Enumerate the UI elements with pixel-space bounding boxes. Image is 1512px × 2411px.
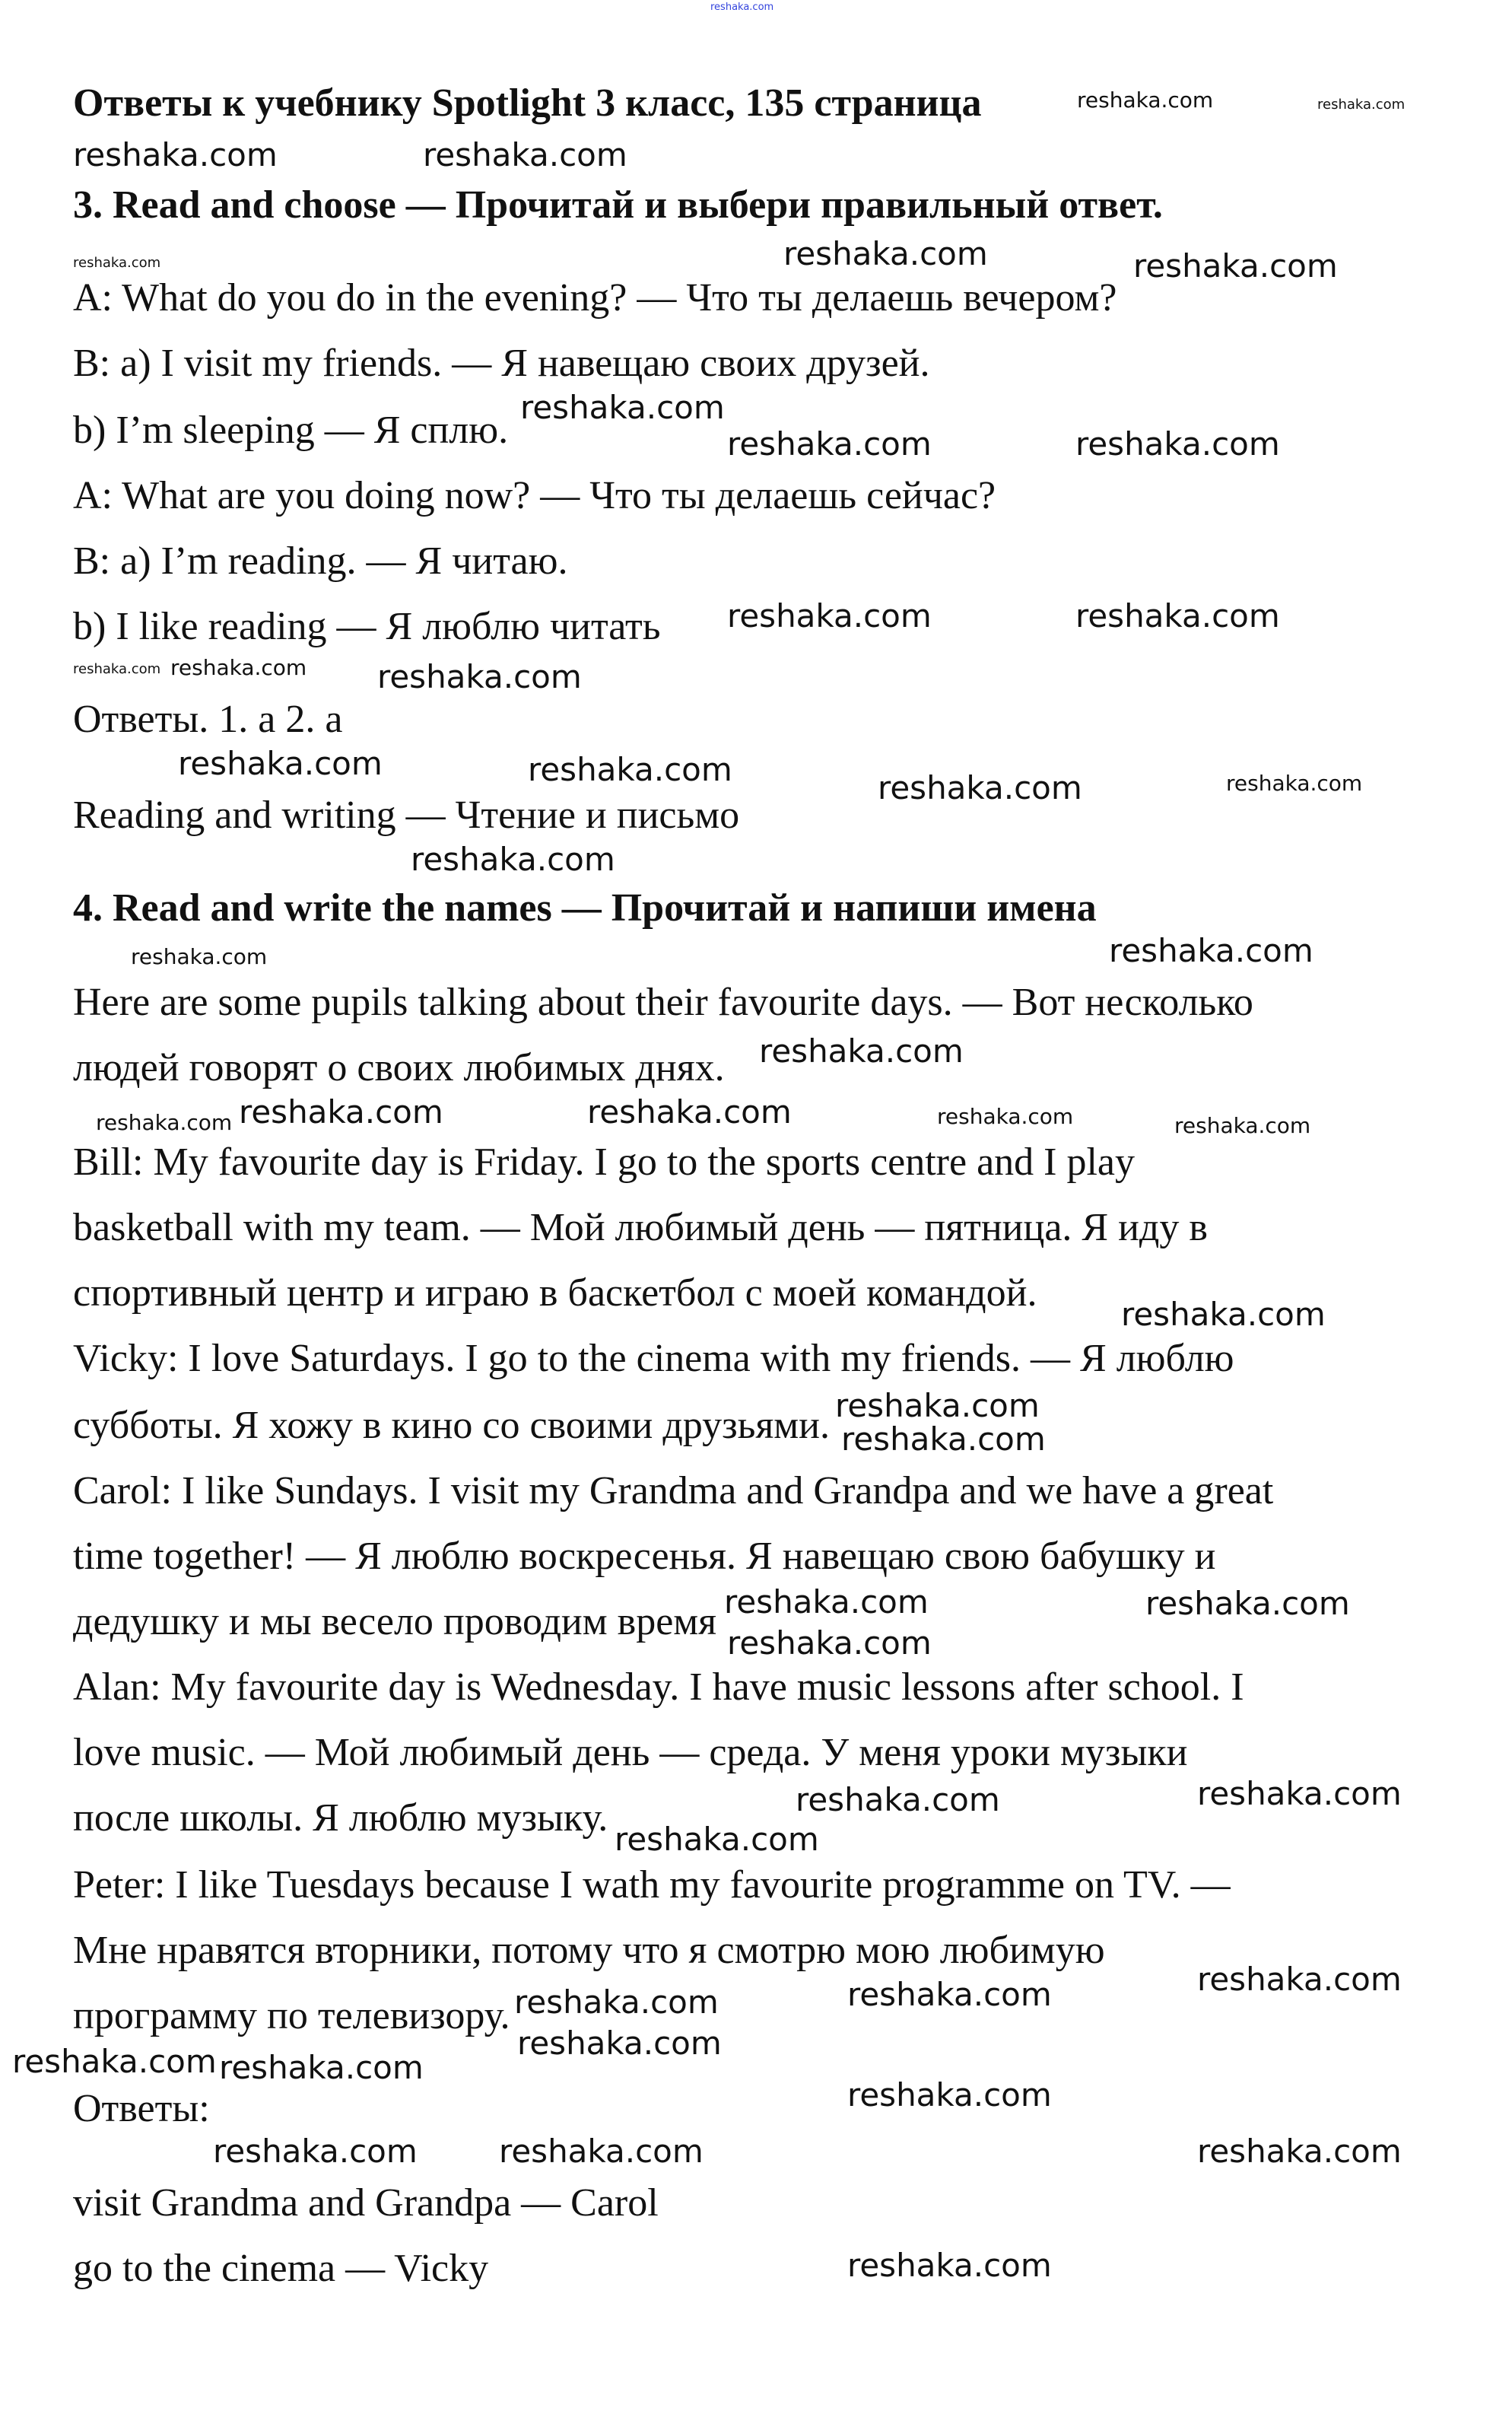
watermark: reshaka.com — [514, 1983, 719, 2021]
watermark: reshaka.com — [847, 2247, 1052, 2284]
text-line: после школы. Я люблю музыку. — [73, 1796, 608, 1840]
watermark: reshaka.com — [1075, 597, 1280, 635]
watermark: reshaka.com — [178, 745, 383, 782]
watermark: reshaka.com — [847, 2076, 1052, 2114]
text-line: Alan: My favourite day is Wednesday. I have music lessons after school. I — [73, 1665, 1244, 1709]
text-line: Ответы. 1. a 2. a — [73, 698, 343, 741]
watermark: reshaka.com — [724, 1583, 929, 1621]
watermark: reshaka.com — [528, 751, 732, 788]
text-line: Bill: My favourite day is Friday. I go to the sports centre and I play — [73, 1140, 1136, 1184]
watermark: reshaka.com — [1077, 87, 1214, 113]
watermark: reshaka.com — [1075, 425, 1280, 463]
watermark: reshaka.com — [1317, 97, 1406, 113]
text-line: love music. — Мой любимый день — среда. У меня уроки музыки — [73, 1731, 1188, 1774]
watermark: reshaka.com — [847, 1976, 1052, 2013]
section-heading: 4. Read and write the names — Прочитай и напиши имена — [73, 886, 1097, 930]
watermark: reshaka.com — [783, 235, 988, 272]
text-line: субботы. Я хожу в кино со своими друзьями. — [73, 1404, 831, 1447]
text-line: b) I’m sleeping — Я сплю. — [73, 409, 509, 452]
watermark: reshaka.com — [170, 655, 307, 680]
watermark: reshaka.com — [1226, 771, 1363, 796]
watermark: reshaka.com — [12, 2043, 217, 2080]
watermark: reshaka.com — [499, 2133, 704, 2170]
text-line: b) I like reading — Я люблю читать — [73, 605, 661, 648]
watermark: reshaka.com — [1174, 1113, 1311, 1138]
watermark: reshaka.com — [131, 944, 268, 969]
text-line: людей говорят о своих любимых днях. — [73, 1046, 725, 1089]
text-line: Vicky: I love Saturdays. I go to the cinema with my friends. — Я люблю — [73, 1337, 1234, 1380]
text-line: спортивный центр и играю в баскетбол с моей командой. — [73, 1271, 1037, 1315]
watermark: reshaka.com — [73, 136, 278, 173]
watermark: reshaka.com — [213, 2133, 418, 2170]
watermark: reshaka.com — [841, 1420, 1046, 1458]
watermark: reshaka.com — [1197, 2133, 1402, 2170]
watermark: reshaka.com — [73, 661, 161, 677]
watermark: reshaka.com — [411, 841, 615, 878]
text-line: visit Grandma and Grandpa — Carol — [73, 2181, 659, 2225]
text-line: B: a) I’m reading. — Я читаю. — [73, 539, 568, 583]
watermark: reshaka.com — [73, 255, 161, 271]
watermark: reshaka.com — [727, 1624, 932, 1662]
watermark: reshaka.com — [377, 658, 582, 695]
watermark: reshaka.com — [727, 597, 932, 635]
watermark: reshaka.com — [520, 389, 725, 426]
watermark: reshaka.com — [1121, 1296, 1326, 1333]
text-line: Peter: I like Tuesdays because I wath my favourite programme on TV. — — [73, 1863, 1231, 1907]
watermark: reshaka.com — [1145, 1585, 1350, 1622]
text-line: go to the cinema — Vicky — [73, 2247, 489, 2290]
text-line: Reading and writing — Чтение и письмо — [73, 794, 740, 837]
watermark: reshaka.com — [96, 1110, 233, 1135]
watermark: reshaka.com — [1133, 247, 1338, 285]
watermark: reshaka.com — [937, 1104, 1074, 1129]
watermark: reshaka.com — [615, 1821, 819, 1858]
site-link[interactable]: reshaka.com — [710, 2, 774, 13]
watermark: reshaka.com — [759, 1032, 964, 1070]
watermark: reshaka.com — [1109, 932, 1313, 969]
text-line: A: What do you do in the evening? — Что ты делаешь вечером? — [73, 276, 1117, 320]
text-line: B: a) I visit my friends. — Я навещаю своих друзей. — [73, 342, 930, 385]
text-line: дедушку и мы весело проводим время — [73, 1600, 717, 1643]
watermark: reshaka.com — [239, 1093, 443, 1131]
text-line: Ответы: — [73, 2087, 210, 2130]
watermark: reshaka.com — [878, 769, 1082, 806]
text-line: Carol: I like Sundays. I visit my Grandma and Grandpa and we have a great — [73, 1469, 1274, 1512]
watermark: reshaka.com — [219, 2049, 424, 2086]
text-line: A: What are you doing now? — Что ты делаешь сейчас? — [73, 474, 996, 517]
watermark: reshaka.com — [587, 1093, 792, 1131]
text-line: basketball with my team. — Мой любимый день — пятница. Я иду в — [73, 1206, 1208, 1249]
page-title: Ответы к учебнику Spotlight 3 класс, 135 страница — [73, 81, 982, 125]
section-heading: 3. Read and choose — Прочитай и выбери правильный ответ. — [73, 183, 1163, 227]
watermark: reshaka.com — [1197, 1775, 1402, 1812]
watermark: reshaka.com — [517, 2025, 722, 2062]
text-line: time together! — Я люблю воскресенья. Я навещаю свою бабушку и — [73, 1535, 1216, 1578]
watermark: reshaka.com — [796, 1781, 1000, 1818]
watermark: reshaka.com — [1197, 1961, 1402, 1998]
watermark: reshaka.com — [423, 136, 627, 173]
watermark: reshaka.com — [727, 425, 932, 463]
text-line: Мне нравятся вторники, потому что я смотрю мою любимую — [73, 1929, 1105, 1972]
watermark: reshaka.com — [835, 1387, 1040, 1424]
text-line: программу по телевизору. — [73, 1994, 510, 2037]
text-line: Here are some pupils talking about their favourite days. — Вот несколько — [73, 981, 1253, 1024]
